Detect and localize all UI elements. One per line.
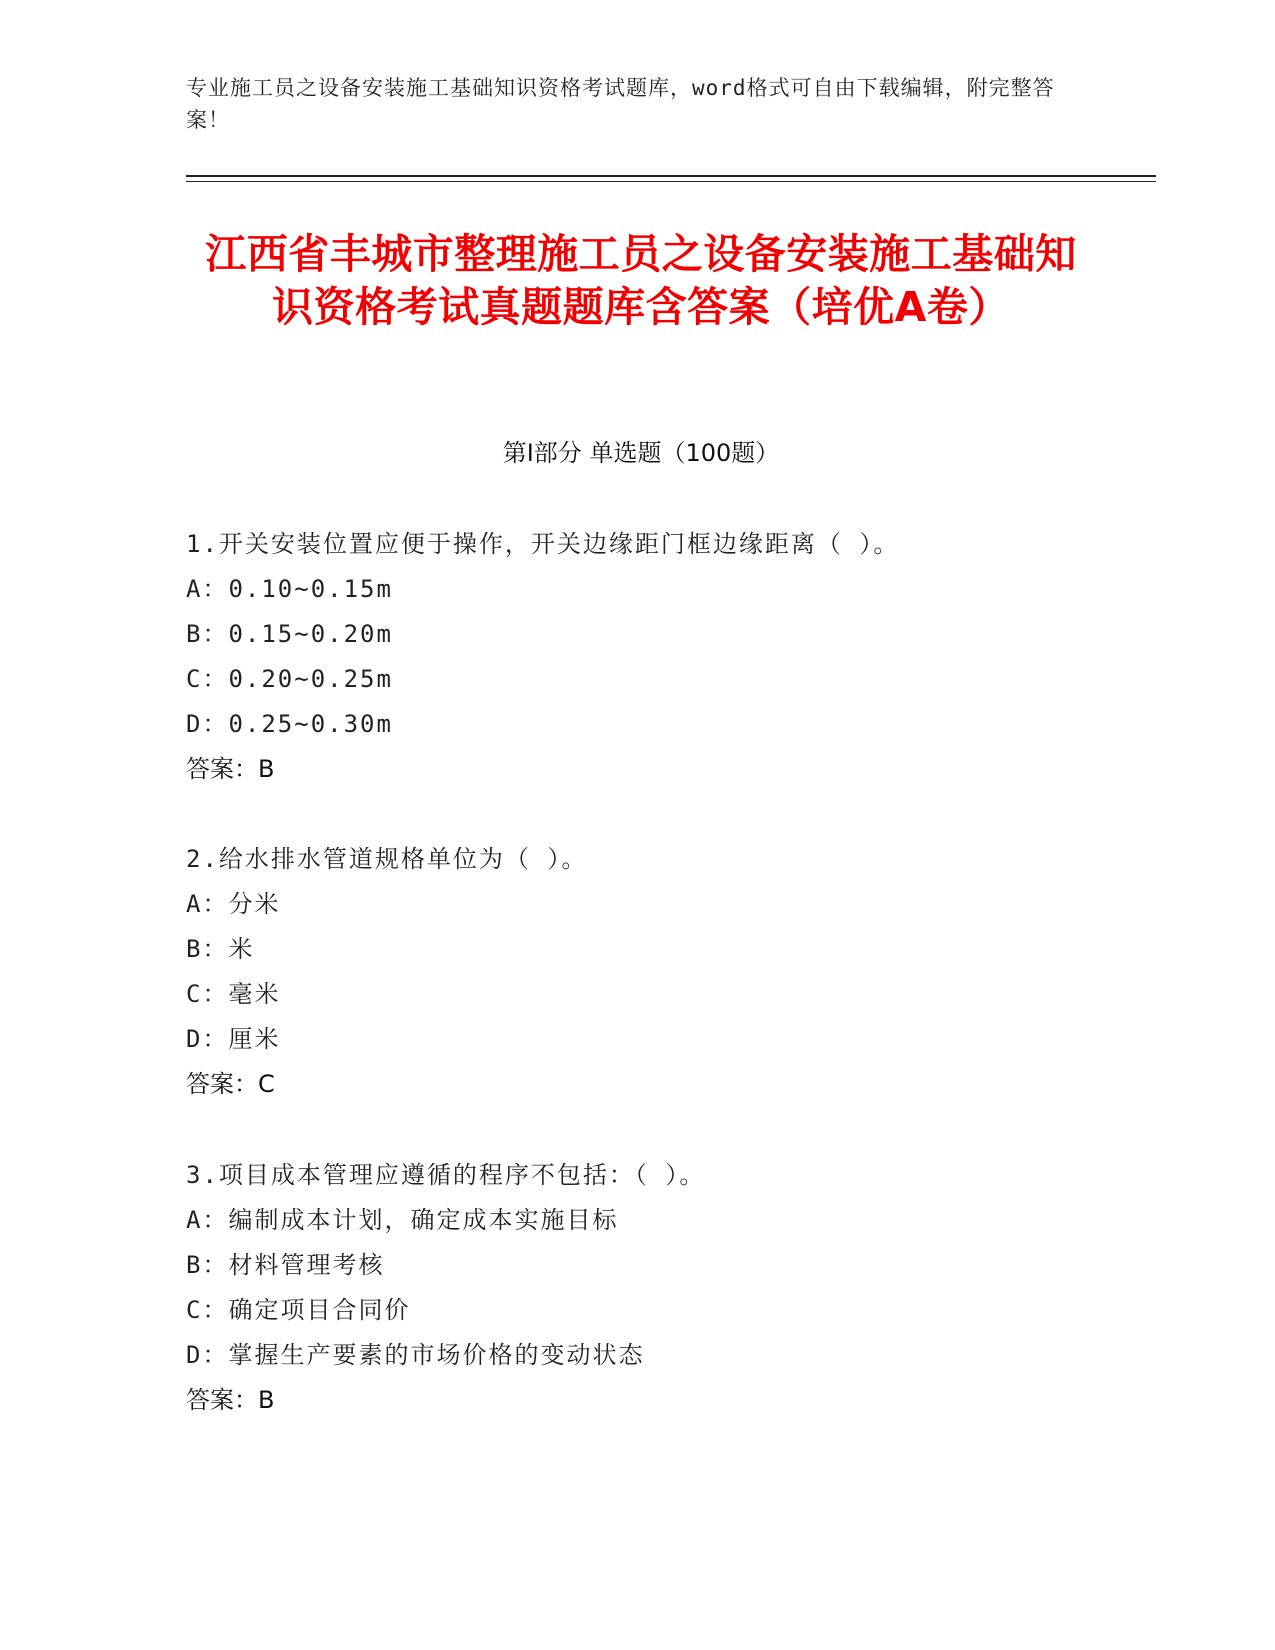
question-block — [186, 837, 1086, 1107]
document-title: 江西省丰城市整理施工员之设备安装施工基础知识资格考试真题题库含答案（培优A卷） — [205, 230, 1077, 331]
option-c: C：毫米 — [186, 980, 281, 1008]
option-a: A：0.10~0.15m — [186, 575, 393, 603]
answer: 答案：B — [186, 1386, 275, 1414]
option-b: B：材料管理考核 — [186, 1251, 385, 1279]
option-d: D：厘米 — [186, 1025, 281, 1053]
option-c: C：0.20~0.25m — [186, 665, 393, 693]
option-a: A：分米 — [186, 890, 281, 918]
header-divider-bottom — [186, 181, 1156, 182]
answer: 答案：B — [186, 755, 275, 783]
option-b: B：0.15~0.20m — [186, 620, 393, 648]
header-divider-top — [186, 175, 1156, 177]
option-d: D：0.25~0.30m — [186, 710, 393, 738]
question-stem: 3.项目成本管理应遵循的程序不包括：（ ）。 — [186, 1161, 706, 1189]
option-b: B：米 — [186, 935, 255, 963]
option-d: D：掌握生产要素的市场价格的变动状态 — [186, 1341, 645, 1369]
section-title: 第I部分 单选题（100题） — [502, 439, 780, 467]
option-a: A：编制成本计划，确定成本实施目标 — [186, 1206, 619, 1234]
answer: 答案：C — [186, 1070, 275, 1098]
header-note: 专业施工员之设备安装施工基础知识资格考试题库，word格式可自由下载编辑，附完整答案！ — [186, 76, 1055, 132]
question-stem: 1.开关安装位置应便于操作，开关边缘距门框边缘距离（ ）。 — [186, 530, 900, 558]
question-stem: 2.给水排水管道规格单位为（ ）。 — [186, 845, 588, 873]
question-block — [186, 1153, 1086, 1423]
option-c: C：确定项目合同价 — [186, 1296, 411, 1324]
question-block — [186, 522, 1086, 792]
